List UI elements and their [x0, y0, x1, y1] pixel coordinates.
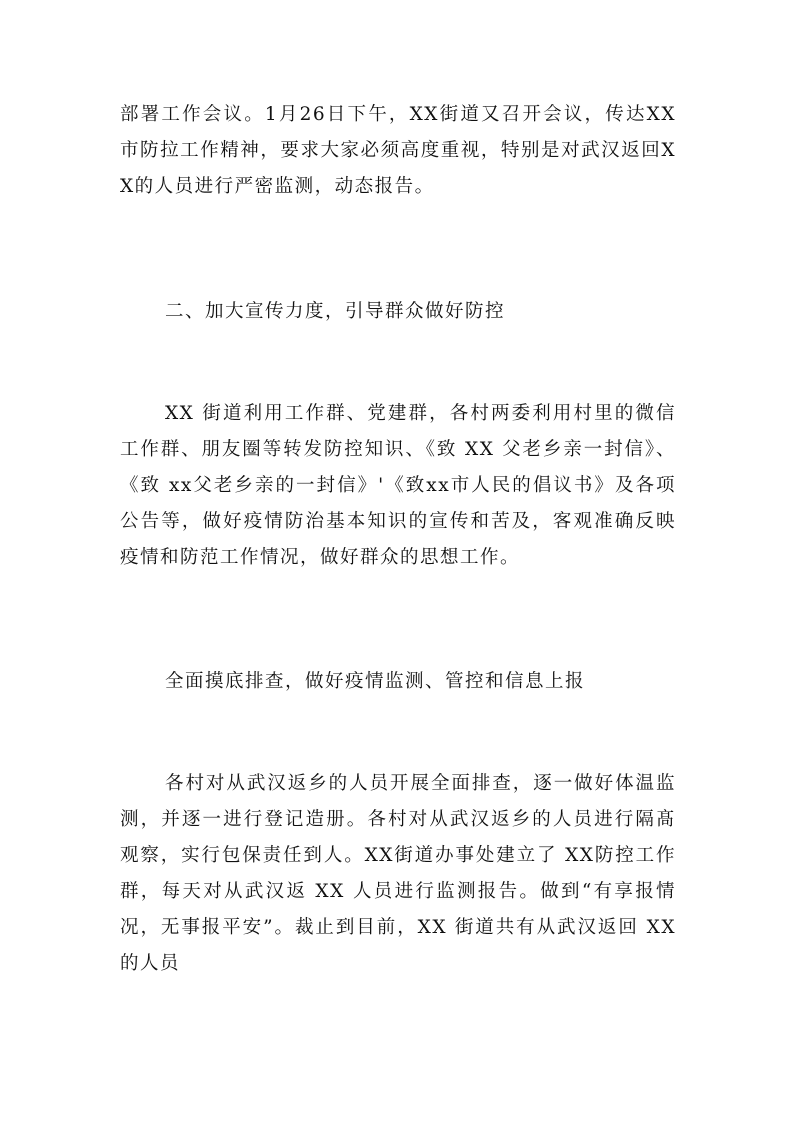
section-heading-publicity: 二、加大宣传力度，引导群众做好防控 [165, 301, 506, 322]
paragraph-text: XX 街道利用工作群、党建群，各村两委利用村里的微信工作群、朋友圈等转发防控知识、《致 XX 父老乡亲一封信》、《致 xx父老乡亲的一封信》'《致xx市人民的倡议书》及各项公告等，做好疫情防治基本知识的宣传和苦及，客观准确反映疫情和防范工作情况，做好群众的思想工作。 [120, 403, 676, 568]
paragraph-text: 各村对从武汉返乡的人员开展全面排查，逐一做好体温监测，并逐一进行登记造册。各村对从武汉返乡的人员进行隔髙观察，实行包保责任到人。XX街道办事处建立了 XX防控工作群，每天对从武汉返 XX 人员进行监测报告。做到“有享报情况，无事报平安”。裁止到目前，XX 街道共有从武汉返回 XX 的人员 [120, 773, 676, 974]
paragraph-meeting [120, 97, 676, 205]
paragraph-screening [120, 766, 676, 982]
section-heading-screening: 全面摸底排查，做好疫情监测、管控和信息上报 [165, 671, 586, 692]
paragraph-publicity [120, 396, 676, 576]
paragraph-text: 部署工作会议。1月26日下午，XX街道又召开会议，传达XX市防拉工作精神，要求大家必须高度重视，特别是对武汉返回XX的人员进行严密监测，动态报告。 [120, 104, 676, 197]
